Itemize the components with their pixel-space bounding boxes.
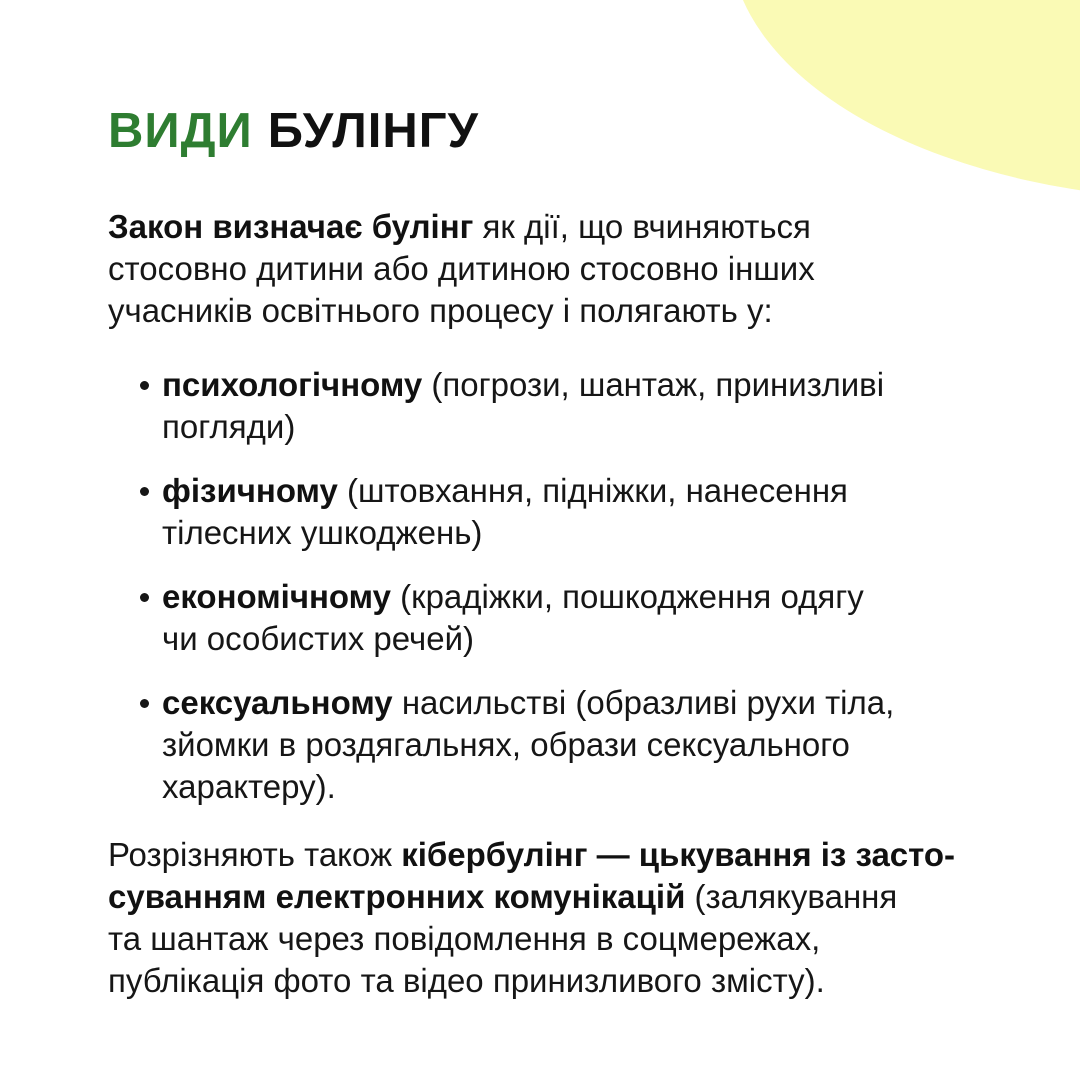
bullet-dot-icon — [140, 593, 149, 602]
list-item-psychological — [108, 364, 988, 448]
list-item-sexual — [108, 682, 988, 808]
page-title — [108, 106, 988, 156]
content-area — [108, 106, 988, 1002]
bullet-dot-icon — [140, 699, 149, 708]
list-item-economic — [108, 576, 988, 660]
list-item-physical — [108, 470, 988, 554]
intro-paragraph: Закон визначає булінг як дії, що вчиняються стосовно дитини або дитиною стосовно інших учасників освітнього процесу і полягають у: — [108, 208, 815, 329]
bullet-dot-icon — [140, 487, 149, 496]
cyberbullying-paragraph: Розрізняють також кібербулінг — цькування із засто- суванням електронних комунікацій (залякування та шантаж через повідомлення в соцмережах, публікація фото та відео принизливого змісту). — [108, 836, 956, 999]
list-item-text: психологічному (погрози, шантаж, принизливі погляди) — [162, 366, 885, 445]
page-title-accent: ВИДИ — [108, 104, 253, 158]
bullet-dot-icon — [140, 381, 149, 390]
list-item-text: економічному (крадіжки, пошкодження одягу чи особистих речей) — [162, 578, 864, 657]
list-item-text: сексуальному насильстві (образливі рухи тіла, зйомки в роздягальнях, образи сексуального характеру). — [162, 684, 895, 805]
bullying-types-list — [108, 364, 988, 808]
page-title-rest: БУЛІНГУ — [267, 104, 479, 158]
list-item-text: фізичному (штовхання, підніжки, нанесення тілесних ушкоджень) — [162, 472, 848, 551]
